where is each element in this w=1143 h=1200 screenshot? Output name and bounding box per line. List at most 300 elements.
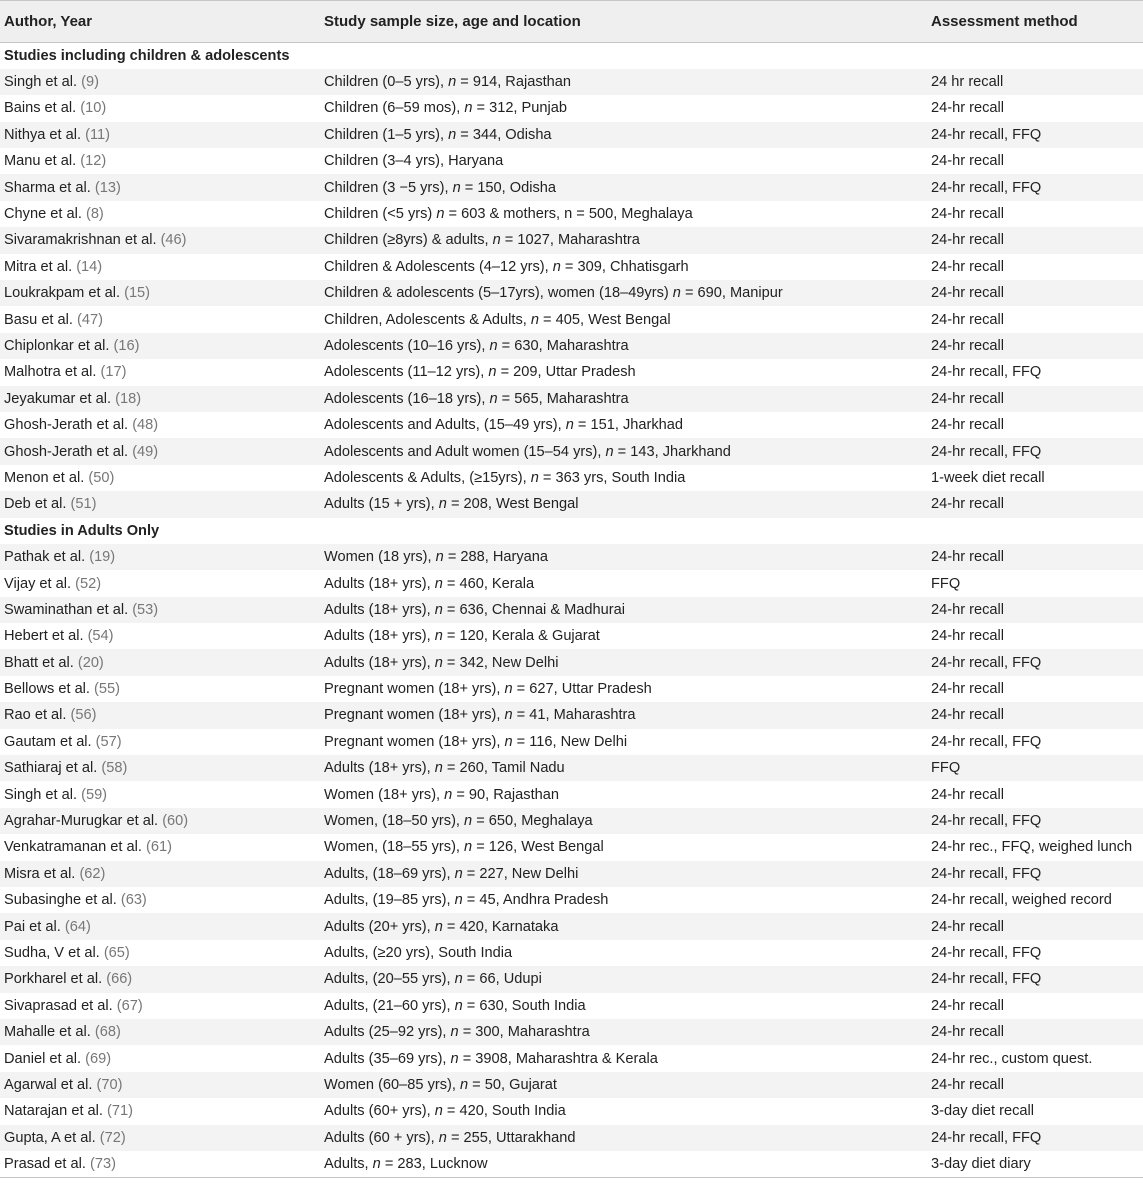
sample-text: Adults (20+ yrs), xyxy=(324,918,435,935)
method-cell: 24-hr recall xyxy=(927,597,1143,623)
method-cell: 24-hr recall xyxy=(931,997,1004,1014)
table-row xyxy=(0,940,1143,966)
reference-link[interactable]: (20) xyxy=(77,654,104,671)
table-row xyxy=(0,227,1143,253)
column-header-sample: Study sample size, age and location xyxy=(320,1,927,43)
sample-text: Adolescents & Adults, (≥15yrs), xyxy=(324,469,531,486)
sample-size-text: = 116, New Delhi xyxy=(512,733,628,750)
author-name: Singh et al. xyxy=(4,74,78,91)
sample-n-symbol: n xyxy=(454,997,463,1014)
method-cell: 24-hr recall xyxy=(931,258,1004,275)
sample-n-symbol: n xyxy=(434,654,443,671)
author-cell xyxy=(0,227,320,253)
sample-text: Adults (15 + yrs), xyxy=(324,496,439,513)
sample-text: Adults (60+ yrs), xyxy=(324,1103,435,1120)
method-cell: 24-hr recall xyxy=(927,386,1143,412)
reference-link[interactable]: (56) xyxy=(70,707,97,724)
table-row xyxy=(0,254,1143,280)
sample-cell xyxy=(320,306,927,332)
table-row xyxy=(0,729,1143,755)
table-row xyxy=(0,702,1143,728)
sample-cell xyxy=(320,201,927,227)
table-row xyxy=(0,412,1143,438)
author-name: Nithya et al. xyxy=(4,126,82,143)
sample-n-symbol: n xyxy=(504,733,513,750)
author-name: Prasad et al. xyxy=(4,1155,86,1172)
sample-cell xyxy=(320,254,927,280)
sample-text: Children (1–5 yrs), xyxy=(324,126,449,143)
author-cell xyxy=(0,1098,320,1124)
column-header-method: Assessment method xyxy=(927,1,1143,43)
author-name: Jeyakumar et al. xyxy=(4,390,112,407)
sample-n-symbol: n xyxy=(438,496,447,513)
author-name: Sharma et al. xyxy=(4,179,91,196)
sample-text: Adults (18+ yrs), xyxy=(324,575,435,592)
sample-cell xyxy=(320,1098,927,1124)
reference-link[interactable]: (48) xyxy=(132,417,159,434)
author-name: Chyne et al. xyxy=(4,206,82,223)
sample-size-text: = 1027, Maharashtra xyxy=(500,232,640,249)
sample-size-text: = 914, Rajasthan xyxy=(456,74,572,91)
author-cell xyxy=(0,940,320,966)
method-cell: 24-hr recall, FFQ xyxy=(927,808,1143,834)
reference-link[interactable]: (66) xyxy=(106,971,133,988)
reference-link[interactable]: (72) xyxy=(99,1129,126,1146)
sample-size-text: = 650, Meghalaya xyxy=(472,813,593,830)
sample-n-symbol: n xyxy=(530,469,539,486)
author-name: Mahalle et al. xyxy=(4,1024,91,1041)
author-cell xyxy=(0,861,320,887)
method-cell: 24-hr recall xyxy=(927,544,1143,570)
reference-link[interactable]: (67) xyxy=(116,997,143,1014)
reference-link[interactable]: (10) xyxy=(80,100,107,117)
sample-n-symbol: n xyxy=(434,628,443,645)
author-cell xyxy=(0,597,320,623)
sample-cell xyxy=(320,729,927,755)
sample-cell xyxy=(320,280,927,306)
table-row xyxy=(0,306,1143,332)
reference-link[interactable]: (47) xyxy=(77,311,103,328)
sample-n-symbol: n xyxy=(464,100,473,117)
table-row xyxy=(0,438,1143,464)
sample-text: Adults (60 + yrs), xyxy=(324,1129,439,1146)
reference-link[interactable]: (70) xyxy=(96,1076,123,1093)
sample-text: Adults, (21–60 yrs), xyxy=(324,997,455,1014)
table-row xyxy=(0,570,1143,596)
author-cell xyxy=(0,623,320,649)
reference-link[interactable]: (46) xyxy=(160,232,187,249)
sample-text: Adults (18+ yrs), xyxy=(324,760,435,777)
sample-size-text: = 50, Gujarat xyxy=(468,1076,557,1093)
sample-size-text: = 126, West Bengal xyxy=(472,839,604,856)
reference-link[interactable]: (15) xyxy=(124,285,151,302)
table-row xyxy=(0,887,1143,913)
reference-link[interactable]: (11) xyxy=(85,126,110,143)
sample-size-text: = 344, Odisha xyxy=(456,126,552,143)
table-row xyxy=(0,834,1143,860)
method-cell: 24-hr recall xyxy=(927,702,1143,728)
sample-n-symbol: n xyxy=(460,1076,469,1093)
author-name: Bhatt et al. xyxy=(4,654,74,671)
sample-size-text: = 565, Maharashtra xyxy=(497,390,629,407)
reference-link[interactable]: (64) xyxy=(64,918,91,935)
table-row xyxy=(0,966,1143,992)
sample-size-text: = 209, Uttar Pradesh xyxy=(496,364,636,381)
table-row xyxy=(0,1125,1143,1151)
sample-size-text: = 636, Chennai & Madhurai xyxy=(442,601,625,618)
author-name: Pai et al. xyxy=(4,918,61,935)
method-cell: 24-hr recall, FFQ xyxy=(927,438,1143,464)
author-name: Misra et al. xyxy=(4,865,76,882)
sample-cell xyxy=(320,122,927,148)
sample-n-symbol: n xyxy=(454,971,463,988)
table-row xyxy=(0,781,1143,807)
section-label: Studies in Adults Only xyxy=(4,522,160,539)
method-cell: 24-hr rec., FFQ, weighed lunch xyxy=(931,839,1133,856)
author-cell xyxy=(0,148,320,174)
sample-size-text: = 603 & mothers, n = 500, Meghalaya xyxy=(444,206,693,223)
sample-size-text: = 3908, Maharashtra & Kerala xyxy=(458,1050,658,1067)
author-cell xyxy=(0,412,320,438)
reference-link[interactable]: (13) xyxy=(94,179,121,196)
sample-cell xyxy=(320,913,927,939)
author-name: Vijay et al. xyxy=(4,575,72,592)
reference-link[interactable]: (53) xyxy=(132,601,159,618)
sample-text: Adults (18+ yrs), xyxy=(324,601,435,618)
sample-cell xyxy=(320,544,927,570)
sample-cell xyxy=(320,227,927,253)
sample-cell xyxy=(320,570,927,596)
author-name: Swaminathan et al. xyxy=(4,601,129,618)
sample-text: Adults, (≥20 yrs), South India xyxy=(324,944,513,961)
reference-link[interactable]: (60) xyxy=(162,813,189,830)
method-cell: 24-hr recall, FFQ xyxy=(931,944,1042,961)
method-cell: 24-hr recall xyxy=(927,913,1143,939)
author-cell xyxy=(0,333,320,359)
method-cell: 24-hr recall xyxy=(931,786,1004,803)
reference-link[interactable]: (9) xyxy=(81,74,99,91)
sample-size-text: = 90, Rajasthan xyxy=(452,786,559,803)
reference-link[interactable]: (63) xyxy=(120,892,147,909)
reference-link[interactable]: (52) xyxy=(75,575,102,592)
method-cell: 24-hr recall xyxy=(931,153,1004,170)
sample-text: Children (0–5 yrs), xyxy=(324,74,449,91)
sample-cell xyxy=(320,702,927,728)
table-row xyxy=(0,1045,1143,1071)
section-row xyxy=(0,43,1143,69)
sample-n-symbol: n xyxy=(488,364,497,381)
sample-text: Women (18 yrs), xyxy=(324,549,436,566)
reference-link[interactable]: (17) xyxy=(100,364,127,381)
sample-size-text: = 460, Kerala xyxy=(442,575,535,592)
reference-link[interactable]: (50) xyxy=(88,469,115,486)
method-cell: 24-hr recall xyxy=(931,628,1004,645)
method-cell: 24-hr recall xyxy=(927,227,1143,253)
author-cell xyxy=(0,966,320,992)
sample-size-text: = 66, Udupi xyxy=(462,971,542,988)
sample-n-symbol: n xyxy=(448,74,457,91)
sample-cell xyxy=(320,940,927,966)
author-cell xyxy=(0,1072,320,1098)
table-row xyxy=(0,676,1143,702)
sample-n-symbol: n xyxy=(464,813,473,830)
author-name: Bains et al. xyxy=(4,100,77,117)
table-row xyxy=(0,649,1143,675)
sample-text: Pregnant women (18+ yrs), xyxy=(324,681,505,698)
method-cell: 24-hr recall, FFQ xyxy=(927,966,1143,992)
sample-text: Women, (18–55 yrs), xyxy=(324,839,465,856)
author-name: Ghosh-Jerath et al. xyxy=(4,417,129,434)
author-name: Malhotra et al. xyxy=(4,364,97,381)
author-cell xyxy=(0,1019,320,1045)
sample-size-text: = 420, South India xyxy=(442,1103,566,1120)
sample-cell xyxy=(320,623,927,649)
author-cell xyxy=(0,174,320,200)
reference-link[interactable]: (12) xyxy=(80,153,107,170)
table-row xyxy=(0,755,1143,781)
author-cell xyxy=(0,755,320,781)
sample-n-symbol: n xyxy=(452,179,461,196)
sample-size-text: = 255, Uttarakhand xyxy=(446,1129,576,1146)
reference-link[interactable]: (8) xyxy=(85,206,104,223)
author-name: Chiplonkar et al. xyxy=(4,337,110,354)
method-cell: 24-hr recall xyxy=(931,417,1004,434)
sample-n-symbol: n xyxy=(504,681,513,698)
sample-n-symbol: n xyxy=(565,417,574,434)
method-cell: 24-hr recall xyxy=(931,681,1004,698)
table-row xyxy=(0,122,1143,148)
sample-text: Adults, (19–85 yrs), xyxy=(324,892,455,909)
reference-link[interactable]: (16) xyxy=(113,337,140,354)
sample-size-text: = 630, Maharashtra xyxy=(497,337,629,354)
author-name: Bellows et al. xyxy=(4,681,90,698)
author-cell xyxy=(0,781,320,807)
sample-cell xyxy=(320,438,927,464)
author-name: Agarwal et al. xyxy=(4,1076,93,1093)
sample-cell xyxy=(320,993,927,1019)
reference-link[interactable]: (71) xyxy=(107,1103,133,1120)
reference-link[interactable]: (69) xyxy=(85,1050,112,1067)
sample-text: Children, Adolescents & Adults, xyxy=(324,311,531,328)
sample-text: Pregnant women (18+ yrs), xyxy=(324,733,505,750)
author-cell xyxy=(0,359,320,385)
author-cell xyxy=(0,570,320,596)
author-cell xyxy=(0,729,320,755)
sample-size-text: = 41, Maharashtra xyxy=(512,707,636,724)
sample-n-symbol: n xyxy=(436,206,445,223)
table-row xyxy=(0,359,1143,385)
author-cell xyxy=(0,993,320,1019)
author-cell xyxy=(0,465,320,491)
sample-n-symbol: n xyxy=(464,839,473,856)
author-name: Hebert et al. xyxy=(4,628,84,645)
author-cell xyxy=(0,887,320,913)
author-name: Rao et al. xyxy=(4,707,67,724)
sample-size-text: = 150, Odisha xyxy=(460,179,557,196)
table-header xyxy=(0,1,1143,43)
reference-link[interactable]: (54) xyxy=(87,628,114,645)
sample-n-symbol: n xyxy=(434,601,443,618)
section-label: Studies including children & adolescents xyxy=(4,47,290,64)
author-cell xyxy=(0,122,320,148)
table-row xyxy=(0,280,1143,306)
author-cell xyxy=(0,649,320,675)
author-name: Loukrakpam et al. xyxy=(4,285,121,302)
author-name: Mitra et al. xyxy=(4,258,73,275)
sample-size-text: = 420, Karnataka xyxy=(442,918,559,935)
author-name: Subasinghe et al. xyxy=(4,892,117,909)
sample-n-symbol: n xyxy=(454,892,463,909)
method-cell: 24-hr recall, FFQ xyxy=(927,174,1143,200)
sample-size-text: = 151, Jharkhad xyxy=(573,417,684,434)
author-cell xyxy=(0,834,320,860)
sample-n-symbol: n xyxy=(605,443,614,460)
author-name: Gautam et al. xyxy=(4,733,92,750)
sample-size-text: = 312, Punjab xyxy=(472,100,567,117)
sample-cell xyxy=(320,359,927,385)
table-row xyxy=(0,1019,1143,1045)
reference-link[interactable]: (73) xyxy=(90,1155,116,1172)
author-cell xyxy=(0,438,320,464)
reference-link[interactable]: (62) xyxy=(79,865,106,882)
reference-link[interactable]: (59) xyxy=(81,786,108,803)
reference-link[interactable]: (55) xyxy=(94,681,120,698)
sample-cell xyxy=(320,861,927,887)
sample-cell xyxy=(320,676,927,702)
sample-text: Adolescents and Adults, (15–49 yrs), xyxy=(324,417,566,434)
sample-size-text: = 630, South India xyxy=(462,997,586,1014)
author-name: Basu et al. xyxy=(4,311,73,328)
method-cell: 24-hr recall, weighed record xyxy=(931,892,1112,909)
author-name: Agrahar-Murugkar et al. xyxy=(4,813,159,830)
sample-text: Children (<5 yrs) xyxy=(324,206,437,223)
method-cell: 24-hr recall, FFQ xyxy=(927,1125,1143,1151)
sample-text: Adolescents and Adult women (15–54 yrs), xyxy=(324,443,606,460)
sample-n-symbol: n xyxy=(489,337,498,354)
method-cell: 24-hr recall, FFQ xyxy=(927,861,1143,887)
sample-size-text: = 227, New Delhi xyxy=(462,865,579,882)
author-cell xyxy=(0,676,320,702)
author-cell xyxy=(0,544,320,570)
sample-size-text: = 690, Manipur xyxy=(680,285,783,302)
sample-text: Women, (18–50 yrs), xyxy=(324,813,465,830)
sample-cell xyxy=(320,1125,927,1151)
sample-cell xyxy=(320,95,927,121)
reference-link[interactable]: (61) xyxy=(145,839,172,856)
reference-link[interactable]: (51) xyxy=(70,496,97,513)
method-cell: 3-day diet recall xyxy=(931,1103,1035,1120)
sample-text: Children (6–59 mos), xyxy=(324,100,465,117)
sample-size-text: = 288, Haryana xyxy=(443,549,549,566)
sample-text: Adolescents (16–18 yrs), xyxy=(324,390,490,407)
table-row xyxy=(0,174,1143,200)
sample-cell xyxy=(320,755,927,781)
author-name: Gupta, A et al. xyxy=(4,1129,96,1146)
table-row xyxy=(0,597,1143,623)
reference-link[interactable]: (58) xyxy=(101,760,128,777)
author-cell xyxy=(0,1045,320,1071)
method-cell: 24-hr rec., custom quest. xyxy=(931,1050,1093,1067)
sample-cell xyxy=(320,649,927,675)
sample-cell xyxy=(320,1019,927,1045)
sample-size-text: = 45, Andhra Pradesh xyxy=(462,892,609,909)
author-name: Deb et al. xyxy=(4,496,67,513)
author-cell xyxy=(0,491,320,517)
method-cell: 24-hr recall, FFQ xyxy=(927,649,1143,675)
author-name: Sivaramakrishnan et al. xyxy=(4,232,157,249)
sample-n-symbol: n xyxy=(450,1050,459,1067)
method-cell: 24-hr recall xyxy=(927,491,1143,517)
sample-text: Adults (35–69 yrs), xyxy=(324,1050,451,1067)
sample-n-symbol: n xyxy=(450,1024,459,1041)
sample-cell xyxy=(320,1151,927,1177)
sample-cell xyxy=(320,491,927,517)
reference-link[interactable]: (19) xyxy=(89,549,116,566)
reference-link[interactable]: (14) xyxy=(76,258,103,275)
sample-n-symbol: n xyxy=(434,1103,443,1120)
author-name: Sathiaraj et al. xyxy=(4,760,98,777)
method-cell: 3-day diet diary xyxy=(927,1151,1143,1177)
method-cell: 24-hr recall xyxy=(927,1019,1143,1045)
method-cell: 24-hr recall xyxy=(927,1072,1143,1098)
author-cell xyxy=(0,95,320,121)
sample-n-symbol: n xyxy=(435,549,444,566)
author-name: Porkharel et al. xyxy=(4,971,103,988)
sample-size-text: = 309, Chhatisgarh xyxy=(560,258,689,275)
sample-cell xyxy=(320,966,927,992)
sample-n-symbol: n xyxy=(438,1129,447,1146)
sample-size-text: = 143, Jharkhand xyxy=(613,443,731,460)
section-row xyxy=(0,518,1143,544)
sample-cell xyxy=(320,597,927,623)
method-cell: 24-hr recall xyxy=(927,333,1143,359)
author-cell xyxy=(0,702,320,728)
author-name: Singh et al. xyxy=(4,786,78,803)
sample-text: Children (3 −5 yrs), xyxy=(324,179,453,196)
author-cell xyxy=(0,254,320,280)
method-cell: 24-hr recall xyxy=(931,206,1004,223)
author-name: Ghosh-Jerath et al. xyxy=(4,443,129,460)
reference-link[interactable]: (68) xyxy=(94,1024,121,1041)
method-cell: 24 hr recall xyxy=(927,69,1143,95)
table-row xyxy=(0,148,1143,174)
sample-size-text: = 283, Lucknow xyxy=(380,1155,488,1172)
sample-text: Pregnant women (18+ yrs), xyxy=(324,707,505,724)
sample-cell xyxy=(320,465,927,491)
sample-size-text: = 342, New Delhi xyxy=(442,654,559,671)
sample-text: Children (3–4 yrs), Haryana xyxy=(324,153,504,170)
sample-cell xyxy=(320,386,927,412)
reference-link[interactable]: (65) xyxy=(103,944,130,961)
reference-link[interactable]: (49) xyxy=(132,443,159,460)
header-row xyxy=(0,1,1143,43)
sample-n-symbol: n xyxy=(434,760,443,777)
sample-cell xyxy=(320,887,927,913)
sample-text: Children & Adolescents (4–12 yrs), xyxy=(324,258,553,275)
sample-cell xyxy=(320,333,927,359)
sample-size-text: = 627, Uttar Pradesh xyxy=(512,681,652,698)
reference-link[interactable]: (57) xyxy=(95,733,122,750)
reference-link[interactable]: (18) xyxy=(115,390,142,407)
author-cell xyxy=(0,280,320,306)
author-cell xyxy=(0,386,320,412)
method-cell: 1-week diet recall xyxy=(931,469,1045,486)
sample-text: Adolescents (11–12 yrs), xyxy=(324,364,489,381)
sample-n-symbol: n xyxy=(444,786,453,803)
author-cell xyxy=(0,1151,320,1177)
method-cell: 24-hr recall xyxy=(931,100,1004,117)
table-row xyxy=(0,386,1143,412)
